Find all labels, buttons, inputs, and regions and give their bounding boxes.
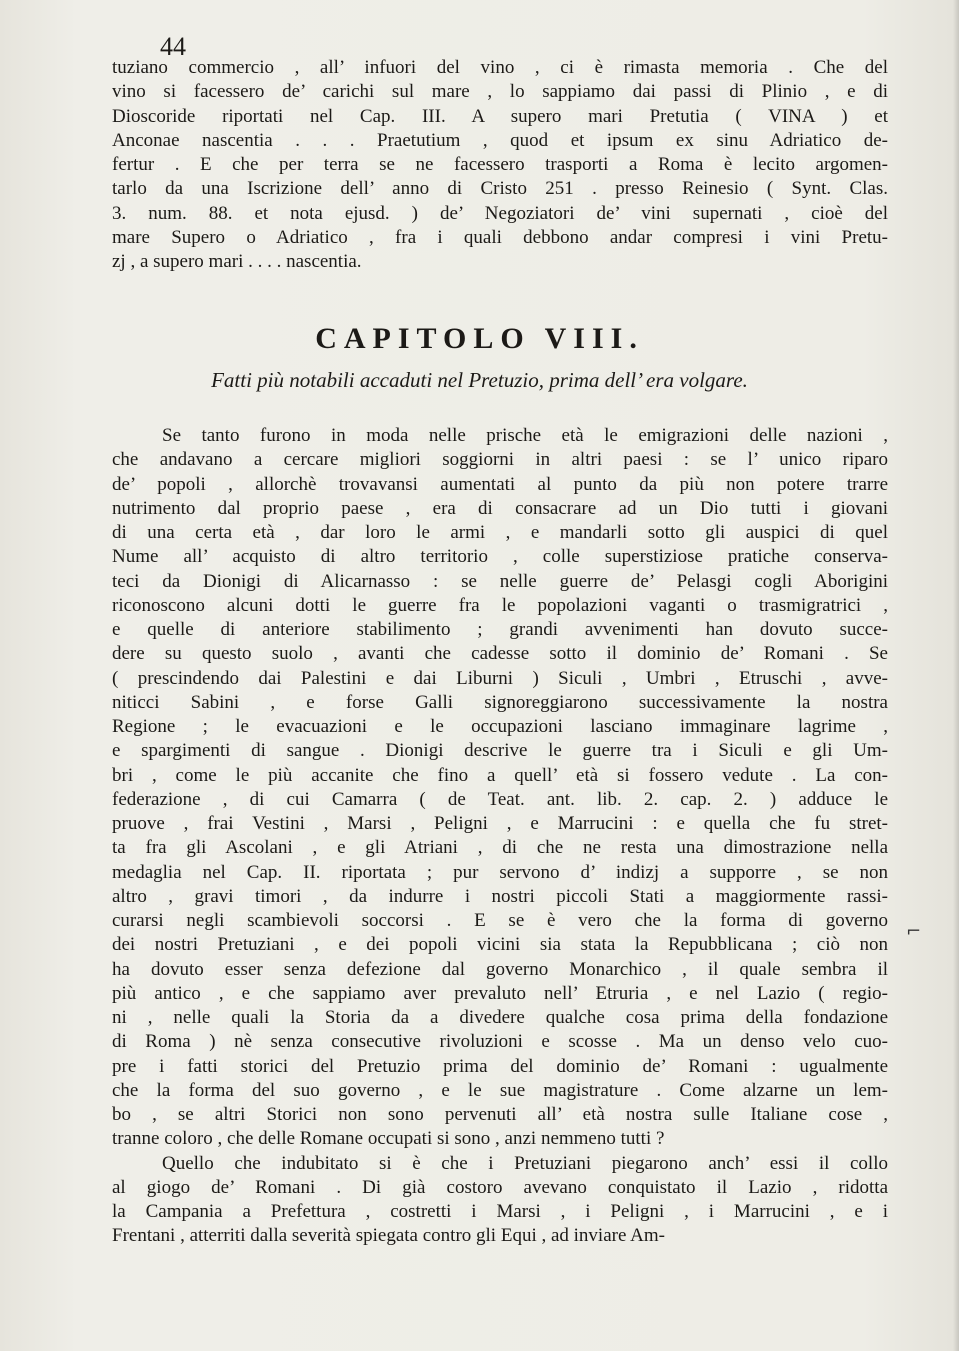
text-line: bo , se altri Storici non sono pervenuti all’ età nostra sulle Italiane cose , xyxy=(112,1104,888,1125)
text-line: pruove , frai Vestini , Marsi , Peligni , e Marrucini : e quella che fu stret- xyxy=(112,813,888,834)
text-line: curarsi negli scambievoli soccorsi . E se è vero che la forma di governo xyxy=(112,910,888,931)
text-line: e spargimenti di sangue . Dionigi descrive le guerre tra i Siculi e gli Um- xyxy=(112,740,888,762)
text-line: Nume all’ acquisto di altro territorio , colle superstiziose pratiche conserva- xyxy=(112,546,888,568)
text-line: Dioscoride riportati nel Cap. III. A supero mari Pretutia ( VINA ) et xyxy=(112,105,888,127)
text-line: Quello che indubitato si è che i Pretuziani piegarono anch’ essi il collo xyxy=(162,1152,888,1174)
text-line: ( prescindendo dai Palestini e dai Liburni ) Siculi , Umbri , Etruschi , avve- xyxy=(112,667,888,689)
text-line: de’ popoli , allorchè trovavansi aumentati al punto da più non potere trarre xyxy=(112,473,888,495)
page-edge xyxy=(953,0,959,1351)
text-line: ta fra gli Ascolani , e gli Atriani , di che ne resta una dimostrazione nella xyxy=(112,837,888,859)
text-line: teci da Dionigi di Alicarnasso : se nelle guerre de’ Pelasgi cogli Aborigini xyxy=(112,570,888,592)
text-line: Regione ; le evacuazioni e le occupazioni lasciano immaginare lagrime , xyxy=(112,716,888,737)
page-number: 44 xyxy=(160,32,186,61)
top-paragraph xyxy=(112,56,888,274)
text-line: di una certa età , dar loro le armi , e mandarli sotto gli auspici di quel xyxy=(112,522,888,543)
margin-mark: ⌐ xyxy=(906,921,922,942)
chapter-title: CAPITOLO VIII. xyxy=(315,322,644,355)
text-line: vino si facessero de’ carichi sul mare , lo sappiamo dai passi di Plinio , e di xyxy=(112,81,888,103)
text-line: dere su questo suolo , avanti che cadesse sotto il dominio de’ Romani . Se xyxy=(112,643,888,665)
text-line: niticci Sabini , e forse Galli signoreggiarono successivamente la nostra xyxy=(112,691,888,713)
text-line: fertur . E che per terra se ne facessero trasporti a Roma è lecito argomen- xyxy=(112,154,888,175)
text-line: che la forma del suo governo , e le sue magistrature . Come alzarne un lem- xyxy=(112,1079,888,1101)
text-line: più antico , e che sappiamo aver prevaluto nell’ Etruria , e nel Lazio ( regio- xyxy=(112,982,888,1004)
text-line: nutrimento dal proprio paese , era di consacrare ad un Dio tutti i giovani xyxy=(112,497,888,519)
text-line: 3. num. 88. et nota ejusd. ) de’ Negoziatori de’ vini supernati , cioè del xyxy=(112,202,888,224)
text-line: altro , gravi timori , da indurre i nostri piccoli Stati a maggiormente rassi- xyxy=(112,885,888,907)
text-line: Frentani , atterriti dalla severità spiegata contro gli Equi , ad inviare Am- xyxy=(112,1225,665,1247)
text-line: tuziano commercio , all’ infuori del vino , ci è rimasta memoria . Che del xyxy=(112,57,888,78)
text-line: riconoscono alcuni dotti le guerre fra le popolazioni vaganti o trasmigratrici , xyxy=(112,594,888,616)
text-line: di Roma ) nè senza consecutive rivoluzioni e scosse . Ma un denso velo cuo- xyxy=(112,1031,888,1053)
text-line: dei nostri Pretuziani , e dei popoli vicini sia stata la Repubblicana ; ciò non xyxy=(112,934,888,956)
text-line: federazione , di cui Camarra ( de Teat. ant. lib. 2. cap. 2. ) adduce le xyxy=(112,788,888,810)
text-line: bri , come le più accanite che fino a quell’ età si fossero vedute . La con- xyxy=(112,764,888,786)
text-line: e quelle di anteriore stabilimento ; grandi avvenimenti han dovuto succe- xyxy=(112,619,888,640)
text-line: che andavano a cercare migliori soggiorni in altri paesi : se l’ unico riparo xyxy=(112,449,888,471)
chapter-subtitle: Fatti più notabili accaduti nel Pretuzio, prima dell’ era volgare. xyxy=(211,368,748,392)
body-paragraph xyxy=(112,424,888,1249)
text-line: pre i fatti storici del Pretuzio prima del dominio de’ Romani : ugualmente xyxy=(112,1055,888,1077)
text-line: mare Supero o Adriatico , fra i quali debbono andar compresi i vini Pretu- xyxy=(112,226,888,248)
text-line: zj , a supero mari . . . . nascentia. xyxy=(112,251,362,272)
text-line: la Campania a Prefettura , costretti i Marsi , i Peligni , i Marrucini , e i xyxy=(112,1201,888,1222)
text-line: ha dovuto esser senza defezione dal governo Monarchico , il quale sembra il xyxy=(112,958,888,980)
text-line: medaglia nel Cap. II. riportata ; pur servono d’ indizj a supporre , se non xyxy=(112,861,888,883)
text-line: Se tanto furono in moda nelle prische età le emigrazioni delle nazioni , xyxy=(162,425,888,446)
text-line: tranne coloro , che delle Romane occupati si sono , anzi nemmeno tutti ? xyxy=(112,1128,665,1150)
text-line: ni , nelle quali la Storia da a divedere qualche cosa prima della fondazione xyxy=(112,1007,888,1028)
text-line: Anconae nascentia . . . Praetutium , quod et ipsum ex sinu Adriatico de- xyxy=(112,129,888,151)
text-line: al giogo de’ Romani . Di già costoro avevano conquistato il Lazio , ridotta xyxy=(112,1176,888,1198)
text-line: tarlo da una Iscrizione dell’ anno di Cristo 251 . presso Reinesio ( Synt. Clas. xyxy=(112,178,888,200)
